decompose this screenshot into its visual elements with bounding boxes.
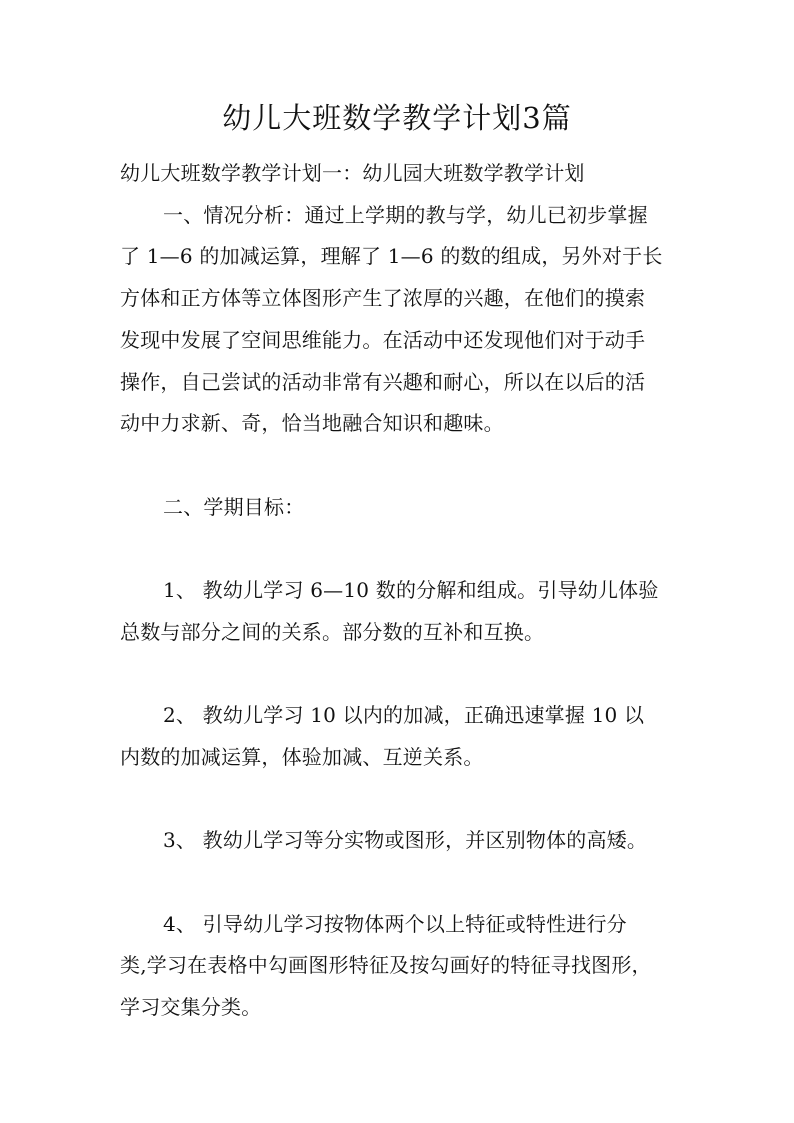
paragraph-line: 动中力求新、奇，恰当地融合知识和趣味。 (120, 411, 504, 435)
list-item-line: 学习交集分类。 (120, 995, 262, 1019)
document-subtitle: 幼儿大班数学教学计划一：幼儿园大班数学教学计划 (120, 161, 585, 185)
paragraph-line: 一、情况分析：通过上学期的教与学，幼儿已初步掌握 (163, 203, 648, 227)
list-item-line: 1、 教幼儿学习 6—10 数的分解和组成。引导幼儿体验 (163, 578, 659, 602)
document-title: 幼儿大班数学教学计划3篇 (222, 101, 572, 135)
paragraph-line: 了 1—6 的加减运算，理解了 1—6 的数的组成，另外对于长 (120, 244, 663, 268)
paragraph-line: 操作，自己尝试的活动非常有兴趣和耐心，所以在以后的活 (120, 370, 646, 394)
list-item-line: 2、 教幼儿学习 10 以内的加减，正确迅速掌握 10 以 (163, 703, 645, 727)
paragraph-line: 方体和正方体等立体图形产生了浓厚的兴趣，在他们的摸索 (120, 286, 646, 310)
paragraph-line: 发现中发展了空间思维能力。在活动中还发现他们对于动手 (120, 328, 646, 352)
list-item-line: 3、 教幼儿学习等分实物或图形，并区别物体的高矮。 (163, 828, 648, 852)
list-item-line: 内数的加减运算，体验加减、互逆关系。 (120, 745, 484, 769)
section-heading: 二、学期目标： (163, 495, 305, 519)
list-item-line: 类,学习在表格中勾画图形特征及按勾画好的特征寻找图形， (120, 953, 652, 977)
list-item-line: 4、 引导幼儿学习按物体两个以上特征或特性进行分 (163, 912, 627, 936)
list-item-line: 总数与部分之间的关系。部分数的互补和互换。 (120, 620, 545, 644)
